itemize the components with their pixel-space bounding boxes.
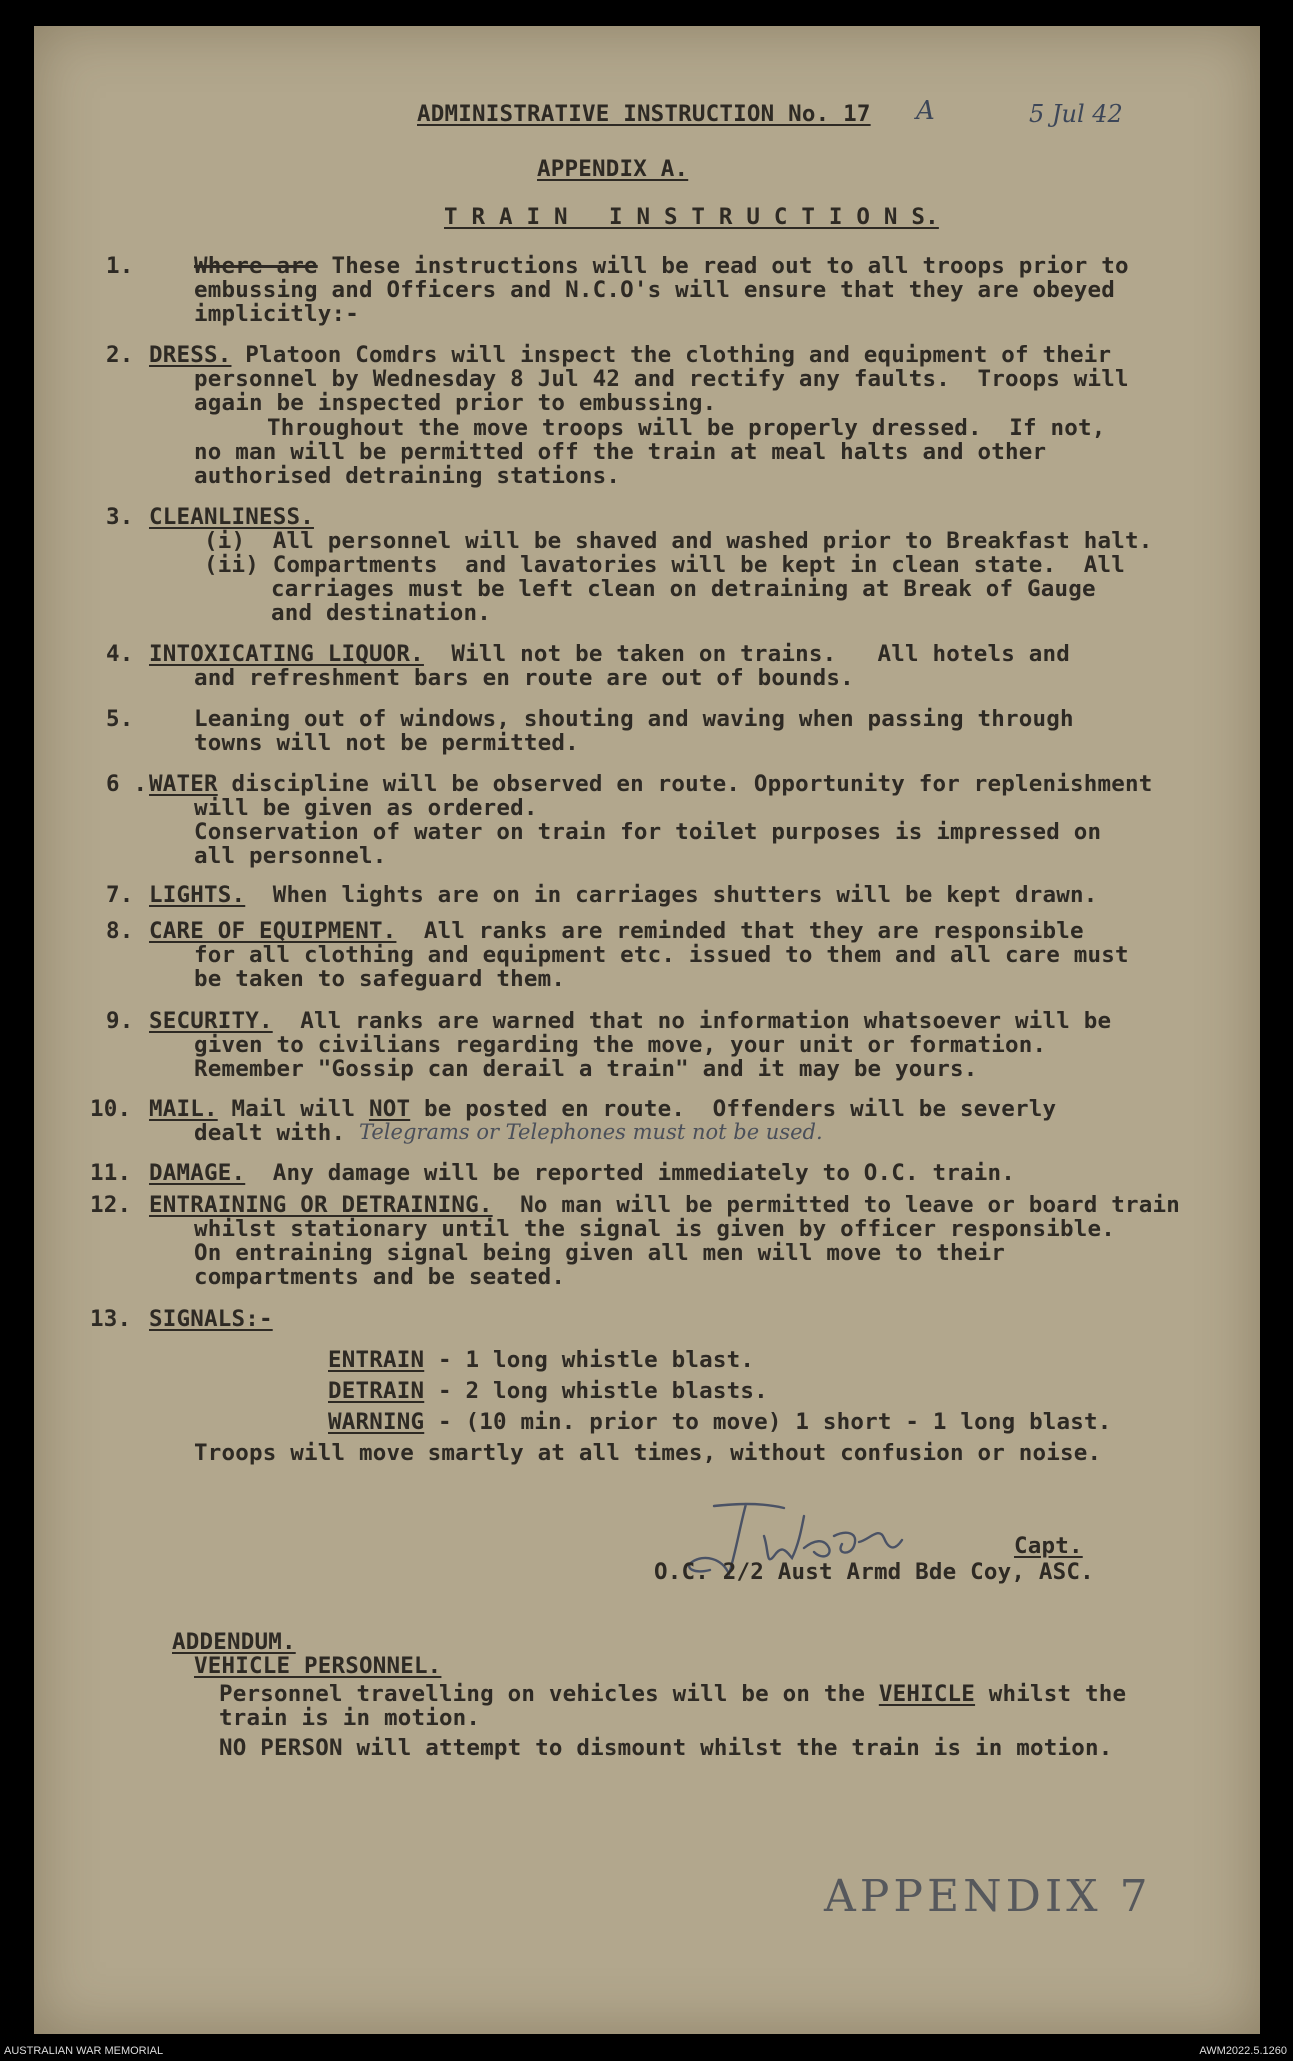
appendix-heading: APPENDIX A. [537, 156, 689, 182]
item-2-line-3: again be inspected prior to embussing. [194, 390, 717, 416]
item-6-number: 6 . [106, 771, 148, 797]
item-1-text: These instructions will be read out to all troops prior to [317, 253, 1129, 279]
item-6-line-4: all personnel. [194, 843, 387, 869]
addendum-subhead: VEHICLE PERSONNEL. [194, 1653, 442, 1679]
item-8-line-2: for all clothing and equipment etc. issued to them and all care must [194, 942, 1129, 968]
item-6-line-3: Conservation of water on train for toilet purposes is impressed on [194, 819, 1102, 845]
item-6-text: discipline will be observed en route. Opportunity for replenishment [217, 771, 1153, 797]
item-10-text-c: be posted en route. Offenders will be severly [410, 1096, 1057, 1122]
item-6-heading: WATER [149, 771, 218, 797]
item-4-number: 4. [106, 641, 134, 667]
signal-warning [328, 1409, 1112, 1435]
item-2-line-1 [149, 342, 1111, 368]
item-11-line-1 [149, 1160, 1015, 1186]
addendum-text-a: Personnel travelling on vehicles will be on the [219, 1681, 879, 1707]
item-3-line-4: and destination. [271, 600, 491, 626]
item-4-heading: INTOXICATING LIQUOR. [149, 641, 424, 667]
train-instructions-heading: T R A I N I N S T R U C T I O N S. [444, 204, 939, 230]
addendum-text-c: whilst the [975, 1681, 1127, 1707]
item-1-number: 1. [106, 253, 134, 279]
item-12-line-1 [149, 1192, 1180, 1218]
item-3-line-1: (i) All personnel will be shaved and washed prior to Breakfast halt. [204, 528, 1153, 554]
item-5-line-1: Leaning out of windows, shouting and waving when passing through [194, 706, 1074, 732]
item-1-line-2: embussing and Officers and N.C.O's will ensure that they are obeyed [194, 277, 1115, 303]
item-2-text: Platoon Comdrs will inspect the clothing and equipment of their [231, 342, 1112, 368]
struck-text: Where are [194, 253, 318, 279]
item-2-line-2: personnel by Wednesday 8 Jul 42 and rectify any faults. Troops will [194, 366, 1129, 392]
item-4-line-1 [149, 641, 1070, 667]
item-13-closing-line: Troops will move smartly at all times, without confusion or noise. [194, 1440, 1102, 1466]
item-7-text: When lights are on in carriages shutters will be kept drawn. [245, 882, 1098, 908]
signal-detrain [328, 1378, 768, 1404]
item-12-text: No man will be permitted to leave or board train [492, 1192, 1180, 1218]
item-5-number: 5. [106, 706, 134, 732]
item-12-number: 12. [90, 1192, 132, 1218]
item-1-line-3: implicitly:- [194, 301, 359, 327]
item-12-line-3: On entraining signal being given all men will move to their [194, 1240, 1006, 1266]
item-8-text: All ranks are reminded that they are responsible [396, 918, 1084, 944]
item-2-number: 2. [106, 342, 134, 368]
addendum-line-3: NO PERSON will attempt to dismount whilst the train is in motion. [219, 1735, 1113, 1761]
addendum-line-2: train is in motion. [219, 1705, 481, 1731]
item-10-line-1 [149, 1096, 1056, 1122]
title-suffix-handwritten: A [916, 96, 935, 126]
item-10-text-a: Mail will [217, 1096, 369, 1122]
signal-entrain-text: - 1 long whistle blast. [424, 1347, 755, 1373]
item-10-not: NOT [368, 1096, 411, 1122]
item-1-line-1 [194, 253, 1129, 279]
item-12-heading: ENTRAINING OR DETRAINING. [149, 1192, 493, 1218]
addendum-vehicle: VEHICLE [878, 1681, 976, 1707]
handwritten-date: 5 Jul 42 [1029, 100, 1123, 128]
item-9-line-2: given to civilians regarding the move, your unit or formation. [194, 1032, 1047, 1058]
handwritten-appendix-number: APPENDIX 7 [824, 1871, 1152, 1922]
item-12-line-4: compartments and be seated. [194, 1264, 566, 1290]
item-4-text: Will not be taken on trains. All hotels and [423, 641, 1071, 667]
addendum-title: ADDENDUM. [172, 1629, 296, 1655]
title-text: ADMINISTRATIVE INSTRUCTION No. 17 [417, 101, 871, 127]
document-title [417, 101, 871, 127]
item-9-text: All ranks are warned that no information whatsoever will be [272, 1008, 1112, 1034]
item-9-line-1 [149, 1008, 1111, 1034]
item-9-number: 9. [106, 1008, 134, 1034]
item-13-number: 13. [90, 1306, 132, 1332]
item-8-heading: CARE OF EQUIPMENT. [149, 918, 397, 944]
signal-entrain-label: ENTRAIN [328, 1347, 425, 1373]
item-8-line-3: be taken to safeguard them. [194, 966, 566, 992]
item-10-handwritten-note: Telegrams or Telephones must not be used. [359, 1120, 823, 1144]
item-11-text: Any damage will be reported immediately to O.C. train. [245, 1160, 1016, 1186]
footer-reference: AWM2022.5.1260 [1199, 2045, 1287, 2057]
item-9-heading: SECURITY. [149, 1008, 273, 1034]
signal-warning-text: - (10 min. prior to move) 1 short - 1 long blast. [424, 1409, 1112, 1435]
item-11-heading: DAMAGE. [149, 1160, 246, 1186]
item-8-number: 8. [106, 918, 134, 944]
signal-entrain [328, 1347, 754, 1373]
item-10-line-2: dealt with. [194, 1120, 346, 1146]
document-page [34, 26, 1260, 2034]
footer-source: AUSTRALIAN WAR MEMORIAL [4, 2045, 164, 2057]
item-7-number: 7. [106, 882, 134, 908]
item-2-line-6: authorised detraining stations. [194, 463, 621, 489]
item-3-heading: CLEANLINESS. [149, 504, 314, 530]
signature-unit: O.C. 2/2 Aust Armd Bde Coy, ASC. [654, 1559, 1094, 1585]
item-7-heading: LIGHTS. [149, 882, 246, 908]
item-11-number: 11. [90, 1160, 132, 1186]
item-10-heading: MAIL. [149, 1096, 218, 1122]
item-3-line-3: carriages must be left clean on detraining at Break of Gauge [271, 576, 1096, 602]
item-2-line-4: Throughout the move troops will be properly dressed. If not, [267, 415, 1106, 441]
item-5-line-2: towns will not be permitted. [194, 730, 579, 756]
item-8-line-1 [149, 918, 1084, 944]
item-9-line-3: Remember "Gossip can derail a train" and it may be yours. [194, 1056, 978, 1082]
signal-warning-label: WARNING [328, 1409, 425, 1435]
item-6-line-2: will be given as ordered. [194, 795, 538, 821]
item-4-line-2: and refreshment bars en route are out of bounds. [194, 665, 854, 691]
item-12-line-2: whilst stationary until the signal is given by officer responsible. [194, 1216, 1115, 1242]
item-3-line-2: (ii) Compartments and lavatories will be kept in clean state. All [204, 552, 1125, 578]
item-3-number: 3. [106, 504, 134, 530]
item-6-line-1 [149, 771, 1152, 797]
item-7-line-1 [149, 882, 1098, 908]
item-2-line-5: no man will be permitted off the train at meal halts and other [194, 439, 1047, 465]
signature-rank: Capt. [1014, 1533, 1083, 1559]
signal-detrain-label: DETRAIN [328, 1378, 425, 1404]
item-13-heading: SIGNALS:- [149, 1306, 273, 1332]
signal-detrain-text: - 2 long whistle blasts. [424, 1378, 768, 1404]
addendum-line-1 [219, 1681, 1126, 1707]
item-2-heading: DRESS. [149, 342, 232, 368]
item-10-number: 10. [90, 1096, 132, 1122]
